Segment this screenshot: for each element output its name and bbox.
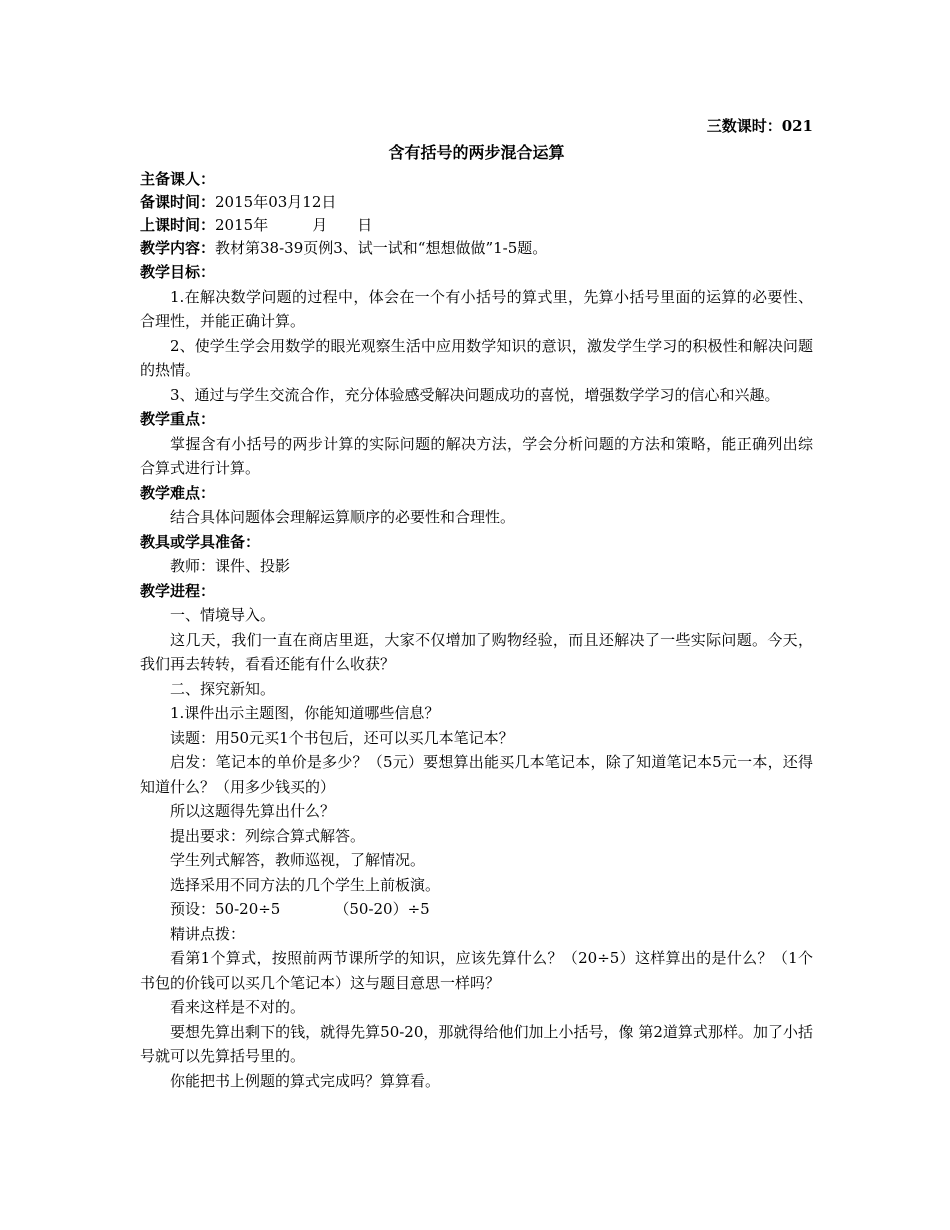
process-p1: 一、情境导入。 bbox=[170, 606, 276, 624]
process-p3: 二、探究新知。 bbox=[170, 679, 276, 698]
course-ref: 三数课时：021 bbox=[706, 117, 813, 135]
class-time-day: 日 bbox=[357, 216, 373, 234]
key-points-text: 掌握含有小括号的两步计算的实际问题的解决方法，学会分析问题的方法和策略，能正确列出综合算式进行计算。 bbox=[140, 434, 813, 477]
class-time-month: 月 bbox=[312, 216, 328, 234]
process-p8: 提出要求：列综合算式解答。 bbox=[170, 826, 366, 845]
process-p12: 精讲点拨： bbox=[170, 924, 246, 943]
process-p6: 启发：笔记本的单价是多少？（5元）要想算出能买几本笔记本，除了知道笔记本5元一本，还得知道什么？（用多少钱买的） bbox=[140, 753, 813, 796]
prep-time-line bbox=[140, 191, 813, 214]
preset-formula-2: （50-20）÷5 bbox=[334, 900, 430, 918]
preset-formula-1: 预设：50-20÷5 bbox=[170, 900, 281, 918]
objective-3: 3、通过与学生交流合作，充分体验感受解决问题成功的喜悦，增强数学学习的信心和兴趣。 bbox=[170, 385, 780, 404]
materials-label: 教具或学具准备： bbox=[140, 532, 261, 551]
materials-text: 教师：课件、投影 bbox=[170, 557, 291, 575]
prep-time-label: 备课时间： bbox=[140, 193, 216, 211]
class-time-label: 上课时间： bbox=[140, 216, 216, 234]
difficulties-text: 结合具体问题体会理解运算顺序的必要性和合理性。 bbox=[170, 508, 516, 526]
key-points-label: 教学重点： bbox=[140, 410, 216, 428]
process-p15: 要想先算出剩下的钱，就得先算50-20，那就得给他们加上小括号，像 第2道算式那样。加了小括号就可以先算括号里的。 bbox=[140, 1022, 813, 1065]
process-p4: 1.课件出示主题图，你能知道哪些信息？ bbox=[170, 704, 440, 722]
lesson-plan-page bbox=[140, 112, 813, 1093]
process-p9: 学生列式解答，教师巡视，了解情况。 bbox=[170, 851, 426, 869]
process-p13: 看第1个算式，按照前两节课所学的知识，应该先算什么？（20÷5）这样算出的是什么？（1个书包的价钱可以买几个笔记本）这与题目意思一样吗？ bbox=[140, 949, 813, 992]
difficulties-label: 教学难点： bbox=[140, 483, 216, 502]
process-p2: 这几天，我们一直在商店里逛，大家不仅增加了购物经验，而且还解决了一些实际问题。今天，我们再去转转，看看还能有什么收获？ bbox=[140, 630, 813, 673]
process-p16: 你能把书上例题的算式完成吗？算算看。 bbox=[170, 1071, 441, 1090]
content-label: 教学内容： bbox=[140, 239, 216, 257]
objective-1: 1.在解决数学问题的过程中，体会在一个有小括号的算式里，先算小括号里面的运算的必要性、合理性，并能正确计算。 bbox=[140, 287, 813, 330]
preparer-label: 主备课人： bbox=[140, 170, 216, 188]
prep-time-value: 2015年03月12日 bbox=[215, 193, 337, 211]
process-p5: 读题：用50元买1个书包后，还可以买几本笔记本？ bbox=[170, 728, 514, 747]
class-time-line bbox=[140, 214, 813, 237]
process-label: 教学进程： bbox=[140, 581, 216, 600]
objectives-label: 教学目标： bbox=[140, 263, 216, 281]
process-p14: 看来这样是不对的。 bbox=[170, 998, 306, 1016]
page-title: 含有括号的两步混合运算 bbox=[388, 143, 565, 162]
class-time-value: 2015年 bbox=[215, 216, 269, 234]
content-line bbox=[140, 237, 813, 260]
objective-2: 2、使学生学会用数学的眼光观察生活中应用数学知识的意识，激发学生学习的积极性和解决问题的热情。 bbox=[140, 336, 813, 379]
process-p10: 选择采用不同方法的几个学生上前板演。 bbox=[170, 875, 441, 894]
process-p11 bbox=[140, 897, 813, 922]
process-p7: 所以这题得先算出什么？ bbox=[170, 802, 336, 820]
preparer-line bbox=[140, 168, 813, 191]
content-value: 教材第38-39页例3、试一试和“想想做做”1-5题。 bbox=[215, 239, 548, 257]
